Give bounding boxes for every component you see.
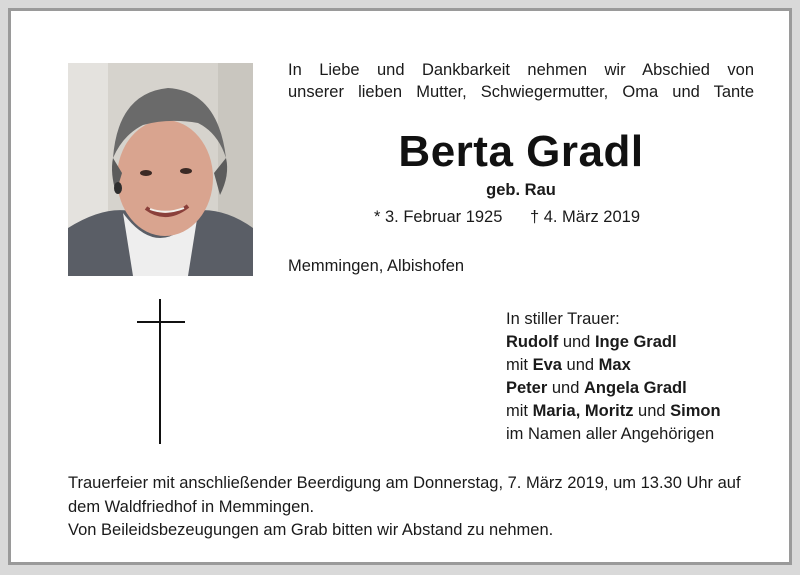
intro-line-2: unserer lieben Mutter, Schwiegermutter, Oma und Tante bbox=[288, 83, 754, 101]
condolence-notice: Von Beileidsbezeugungen am Grab bitten wir Abstand zu nehmen. bbox=[68, 521, 554, 539]
mourner-name: Inge Gradl bbox=[594, 333, 677, 351]
mourner-name: Rudolf bbox=[506, 333, 559, 351]
mourner-line-1: Rudolf und Inge Gradl bbox=[506, 333, 677, 351]
cross-horizontal-bar bbox=[137, 321, 185, 323]
intro-line-1: In Liebe und Dankbarkeit nehmen wir Abschied von bbox=[288, 61, 754, 79]
mourner-line-4: mit Maria, Moritz und Simon bbox=[506, 402, 721, 420]
maiden-name: geb. Rau bbox=[486, 181, 556, 199]
mourners-list bbox=[506, 308, 721, 446]
ceremony-notice: Trauerfeier mit anschließender Beerdigung am Donnerstag, 7. März 2019, um 13.30 Uhr auf dem Waldfriedhof in Memmingen. bbox=[68, 474, 741, 516]
deceased-name: Berta Gradl bbox=[398, 127, 644, 176]
mourner-name: Angela Gradl bbox=[584, 379, 687, 397]
portrait-photo bbox=[68, 63, 253, 276]
place-of-residence: Memmingen, Albishofen bbox=[288, 257, 465, 275]
mourner-name: Peter bbox=[506, 379, 548, 397]
mourner-line-3: Peter und Angela Gradl bbox=[506, 379, 687, 397]
portrait-illustration bbox=[68, 63, 253, 276]
cross-icon bbox=[137, 299, 185, 444]
mourner-name: Eva bbox=[532, 356, 562, 374]
mourners-closing: im Namen aller Angehörigen bbox=[506, 425, 715, 443]
mourner-name: Simon bbox=[670, 402, 721, 420]
obituary-card bbox=[8, 8, 792, 565]
mourner-line-2: mit Eva und Max bbox=[506, 356, 631, 374]
birth-date: * 3. Februar 1925 bbox=[374, 208, 503, 226]
intro-text bbox=[288, 59, 754, 103]
mourners-heading: In stiller Trauer: bbox=[506, 310, 620, 328]
mourner-name: Maria, Moritz bbox=[532, 402, 634, 420]
life-dates bbox=[374, 208, 640, 227]
mourner-name: Max bbox=[598, 356, 631, 374]
death-date: † 4. März 2019 bbox=[529, 208, 640, 226]
